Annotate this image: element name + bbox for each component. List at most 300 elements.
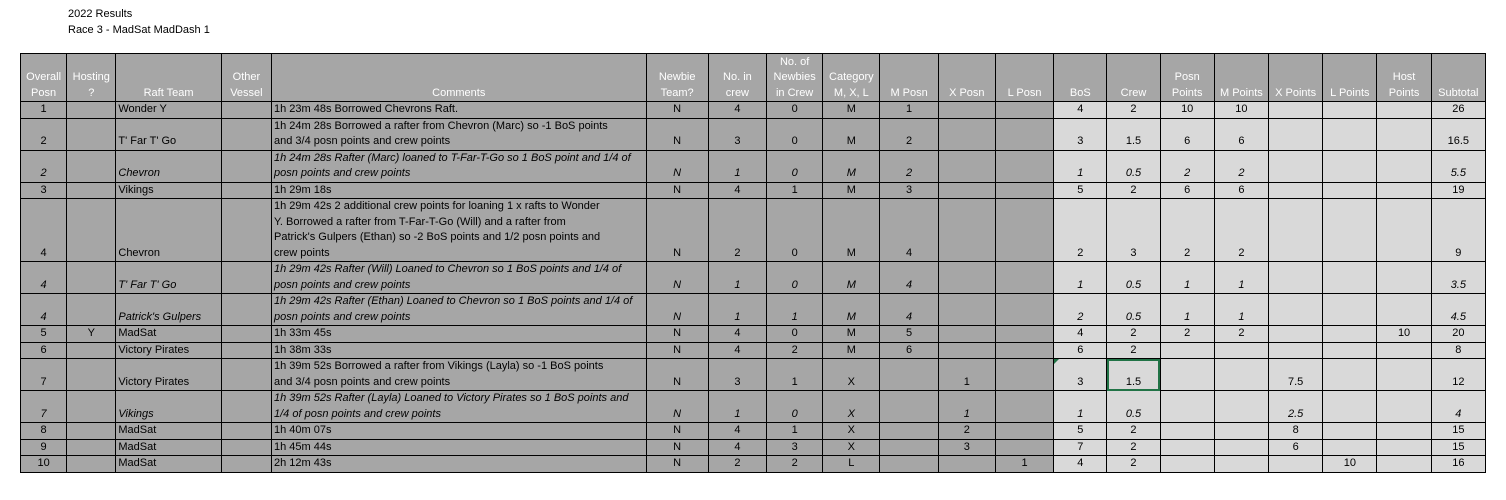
cell-m-posn[interactable]: 2 [880,118,938,150]
header-category[interactable]: Category M, X, L [823,54,880,102]
cell-l-posn[interactable] [995,182,1053,199]
cell-other-vessel[interactable] [221,391,271,423]
header-bos[interactable]: BoS [1054,54,1107,102]
cell-hosting[interactable] [67,342,116,359]
cell-newbies-in-crew[interactable]: 3 [767,439,823,456]
cell-m-posn[interactable]: 3 [880,182,938,199]
cell-other-vessel[interactable] [221,294,271,326]
cell-category[interactable]: M [823,342,880,359]
cell-crew[interactable]: 2 [1107,326,1160,343]
cell-host-points[interactable] [1377,342,1431,359]
cell-overall-posn[interactable]: 2 [21,150,67,182]
cell-newbies-in-crew[interactable]: 1 [767,294,823,326]
cell-x-points[interactable]: 2.5 [1269,391,1323,423]
cell-crew[interactable]: 2 [1107,182,1160,199]
cell-posn-points[interactable] [1160,456,1214,473]
cell-subtotal[interactable]: 15 [1431,439,1485,456]
cell-m-points[interactable]: 6 [1214,182,1268,199]
cell-crew-count[interactable]: 4 [708,182,766,199]
header-raft-team[interactable]: Raft Team [116,54,221,102]
cell-crew[interactable]: 0.5 [1107,391,1160,423]
cell-crew[interactable]: 2 [1107,456,1160,473]
cell-posn-points[interactable]: 6 [1160,118,1214,150]
cell-m-posn[interactable] [880,423,938,440]
cell-raft-team[interactable]: MadSat [116,423,221,440]
cell-m-posn[interactable]: 4 [880,262,938,294]
cell-l-points[interactable] [1323,182,1377,199]
header-newbie-team[interactable]: Newbie Team? [646,54,708,102]
cell-x-points[interactable] [1269,118,1323,150]
cell-m-posn[interactable]: 2 [880,150,938,182]
cell-posn-points[interactable] [1160,439,1214,456]
cell-hosting[interactable] [67,423,116,440]
cell-newbie-team[interactable]: N [646,391,708,423]
cell-comments[interactable] [272,456,647,473]
cell-hosting[interactable] [67,391,116,423]
cell-raft-team[interactable]: T' Far T' Go [116,118,221,150]
cell-hosting[interactable] [67,262,116,294]
header-l-posn[interactable]: L Posn [995,54,1053,102]
cell-host-points[interactable]: 10 [1377,326,1431,343]
cell-crew-count[interactable]: 4 [708,326,766,343]
cell-comments[interactable] [272,199,647,262]
cell-host-points[interactable] [1377,262,1431,294]
cell-l-posn[interactable]: 1 [995,456,1053,473]
cell-newbies-in-crew[interactable]: 1 [767,359,823,391]
cell-other-vessel[interactable] [221,359,271,391]
cell-other-vessel[interactable] [221,118,271,150]
cell-newbies-in-crew[interactable]: 2 [767,456,823,473]
cell-l-posn[interactable] [995,359,1053,391]
cell-crew-count[interactable]: 2 [708,199,766,262]
cell-newbie-team[interactable]: N [646,423,708,440]
cell-m-points[interactable]: 10 [1214,102,1268,119]
cell-raft-team[interactable]: Wonder Y [116,102,221,119]
cell-other-vessel[interactable] [221,439,271,456]
header-crew-count[interactable]: No. in crew [708,54,766,102]
cell-overall-posn[interactable]: 9 [21,439,67,456]
cell-m-points[interactable]: 1 [1214,294,1268,326]
cell-x-points[interactable] [1269,294,1323,326]
cell-other-vessel[interactable] [221,326,271,343]
cell-l-posn[interactable] [995,423,1053,440]
cell-newbies-in-crew[interactable]: 2 [767,342,823,359]
cell-newbies-in-crew[interactable]: 0 [767,118,823,150]
cell-l-points[interactable] [1323,391,1377,423]
cell-crew-count[interactable]: 3 [708,359,766,391]
cell-l-posn[interactable] [995,326,1053,343]
cell-raft-team[interactable]: Chevron [116,150,221,182]
cell-crew-count[interactable]: 1 [708,262,766,294]
cell-other-vessel[interactable] [221,150,271,182]
cell-newbie-team[interactable]: N [646,294,708,326]
header-m-points[interactable]: M Points [1214,54,1268,102]
cell-posn-points[interactable] [1160,391,1214,423]
cell-comments[interactable] [272,391,647,423]
cell-category[interactable]: M [823,199,880,262]
cell-subtotal[interactable]: 4 [1431,391,1485,423]
cell-raft-team[interactable]: Chevron [116,199,221,262]
cell-hosting[interactable] [67,118,116,150]
cell-m-points[interactable] [1214,439,1268,456]
cell-bos[interactable]: 1 [1054,150,1107,182]
cell-m-points[interactable] [1214,359,1268,391]
cell-bos[interactable]: 7 [1054,439,1107,456]
cell-category[interactable]: M [823,182,880,199]
cell-posn-points[interactable]: 10 [1160,102,1214,119]
cell-m-posn[interactable]: 6 [880,342,938,359]
cell-bos[interactable]: 4 [1054,326,1107,343]
cell-m-posn[interactable] [880,359,938,391]
cell-l-points[interactable] [1323,150,1377,182]
cell-l-posn[interactable] [995,342,1053,359]
cell-category[interactable]: M [823,294,880,326]
cell-l-posn[interactable] [995,262,1053,294]
cell-subtotal[interactable]: 3.5 [1431,262,1485,294]
cell-bos[interactable]: 5 [1054,423,1107,440]
header-l-points[interactable]: L Points [1323,54,1377,102]
cell-other-vessel[interactable] [221,182,271,199]
cell-x-points[interactable] [1269,150,1323,182]
cell-l-points[interactable] [1323,262,1377,294]
cell-overall-posn[interactable]: 8 [21,423,67,440]
cell-crew-count[interactable]: 4 [708,102,766,119]
cell-l-posn[interactable] [995,294,1053,326]
cell-x-points[interactable] [1269,456,1323,473]
cell-subtotal[interactable]: 15 [1431,423,1485,440]
cell-crew[interactable]: 2 [1107,102,1160,119]
cell-newbie-team[interactable]: N [646,182,708,199]
cell-hosting[interactable] [67,150,116,182]
cell-raft-team[interactable]: Patrick's Gulpers [116,294,221,326]
cell-overall-posn[interactable]: 10 [21,456,67,473]
cell-m-posn[interactable] [880,391,938,423]
cell-posn-points[interactable]: 2 [1160,326,1214,343]
cell-comments[interactable] [272,182,647,199]
cell-subtotal[interactable]: 26 [1431,102,1485,119]
cell-subtotal[interactable]: 9 [1431,199,1485,262]
cell-other-vessel[interactable] [221,102,271,119]
cell-newbie-team[interactable]: N [646,262,708,294]
cell-x-points[interactable] [1269,182,1323,199]
cell-category[interactable]: M [823,326,880,343]
cell-comments[interactable] [272,359,647,391]
cell-crew[interactable]: 2 [1107,439,1160,456]
cell-newbie-team[interactable]: N [646,342,708,359]
cell-crew-count[interactable]: 1 [708,391,766,423]
header-newbies-in-crew[interactable]: No. of Newbies in Crew [767,54,823,102]
cell-x-points[interactable] [1269,342,1323,359]
cell-posn-points[interactable] [1160,359,1214,391]
cell-bos[interactable]: 6 [1054,342,1107,359]
cell-host-points[interactable] [1377,423,1431,440]
cell-newbies-in-crew[interactable]: 0 [767,262,823,294]
cell-bos[interactable]: 2 [1054,199,1107,262]
cell-m-points[interactable] [1214,342,1268,359]
cell-host-points[interactable] [1377,102,1431,119]
cell-newbie-team[interactable]: N [646,118,708,150]
cell-m-points[interactable]: 2 [1214,326,1268,343]
cell-crew-count[interactable]: 4 [708,439,766,456]
cell-posn-points[interactable]: 2 [1160,199,1214,262]
cell-posn-points[interactable]: 1 [1160,262,1214,294]
cell-x-posn[interactable] [938,456,995,473]
cell-m-points[interactable]: 6 [1214,118,1268,150]
cell-overall-posn[interactable]: 7 [21,391,67,423]
cell-newbie-team[interactable]: N [646,456,708,473]
cell-bos[interactable]: 1 [1054,262,1107,294]
cell-crew[interactable]: 3 [1107,199,1160,262]
cell-x-points[interactable]: 6 [1269,439,1323,456]
header-posn-points[interactable]: Posn Points [1160,54,1214,102]
cell-l-posn[interactable] [995,391,1053,423]
cell-category[interactable]: M [823,118,880,150]
cell-m-points[interactable]: 2 [1214,199,1268,262]
cell-other-vessel[interactable] [221,199,271,262]
header-subtotal[interactable]: Subtotal [1431,54,1485,102]
cell-newbie-team[interactable]: N [646,359,708,391]
cell-overall-posn[interactable]: 6 [21,342,67,359]
header-x-posn[interactable]: X Posn [938,54,995,102]
cell-overall-posn[interactable]: 4 [21,262,67,294]
cell-l-points[interactable] [1323,199,1377,262]
header-overall-posn[interactable]: Overall Posn [21,54,67,102]
header-comments[interactable]: Comments [272,54,647,102]
cell-m-posn[interactable]: 1 [880,102,938,119]
cell-crew[interactable]: 2 [1107,342,1160,359]
cell-newbies-in-crew[interactable]: 1 [767,182,823,199]
cell-l-posn[interactable] [995,102,1053,119]
cell-crew-count[interactable]: 2 [708,456,766,473]
cell-category[interactable]: M [823,262,880,294]
cell-bos[interactable]: 3 [1054,359,1107,391]
cell-host-points[interactable] [1377,456,1431,473]
cell-l-posn[interactable] [995,439,1053,456]
cell-posn-points[interactable]: 1 [1160,294,1214,326]
cell-m-points[interactable]: 2 [1214,150,1268,182]
header-hosting[interactable]: Hosting ? [67,54,116,102]
cell-l-points[interactable] [1323,359,1377,391]
cell-x-posn[interactable]: 1 [938,359,995,391]
cell-newbies-in-crew[interactable]: 0 [767,150,823,182]
cell-newbies-in-crew[interactable]: 0 [767,199,823,262]
cell-subtotal[interactable]: 5.5 [1431,150,1485,182]
cell-newbies-in-crew[interactable]: 0 [767,326,823,343]
cell-x-posn[interactable] [938,199,995,262]
cell-m-posn[interactable] [880,456,938,473]
cell-raft-team[interactable]: Vikings [116,182,221,199]
cell-bos[interactable]: 3 [1054,118,1107,150]
cell-m-posn[interactable]: 4 [880,294,938,326]
cell-subtotal[interactable]: 8 [1431,342,1485,359]
cell-crew[interactable]: 1.5 [1107,359,1160,391]
cell-bos[interactable]: 4 [1054,102,1107,119]
cell-l-points[interactable] [1323,439,1377,456]
cell-category[interactable]: X [823,439,880,456]
cell-category[interactable]: M [823,102,880,119]
cell-comments[interactable] [272,423,647,440]
cell-crew[interactable]: 0.5 [1107,262,1160,294]
cell-newbies-in-crew[interactable]: 0 [767,102,823,119]
cell-x-posn[interactable] [938,342,995,359]
cell-category[interactable]: L [823,456,880,473]
cell-raft-team[interactable]: MadSat [116,439,221,456]
cell-comments[interactable] [272,150,647,182]
cell-hosting[interactable]: Y [67,326,116,343]
cell-subtotal[interactable]: 16 [1431,456,1485,473]
cell-m-posn[interactable]: 5 [880,326,938,343]
cell-x-points[interactable] [1269,262,1323,294]
cell-comments[interactable] [272,439,647,456]
cell-l-points[interactable] [1323,102,1377,119]
cell-overall-posn[interactable]: 3 [21,182,67,199]
cell-x-points[interactable]: 7.5 [1269,359,1323,391]
cell-l-points[interactable] [1323,342,1377,359]
cell-host-points[interactable] [1377,294,1431,326]
cell-host-points[interactable] [1377,391,1431,423]
cell-newbie-team[interactable]: N [646,199,708,262]
cell-category[interactable]: X [823,423,880,440]
cell-bos[interactable]: 4 [1054,456,1107,473]
cell-l-posn[interactable] [995,150,1053,182]
cell-crew[interactable]: 0.5 [1107,294,1160,326]
cell-hosting[interactable] [67,439,116,456]
cell-category[interactable]: X [823,391,880,423]
cell-x-points[interactable] [1269,199,1323,262]
cell-other-vessel[interactable] [221,342,271,359]
cell-l-posn[interactable] [995,118,1053,150]
cell-l-points[interactable] [1323,294,1377,326]
cell-x-posn[interactable] [938,262,995,294]
cell-comments[interactable] [272,294,647,326]
cell-category[interactable]: M [823,150,880,182]
cell-subtotal[interactable]: 16.5 [1431,118,1485,150]
cell-newbie-team[interactable]: N [646,326,708,343]
cell-bos[interactable]: 2 [1054,294,1107,326]
cell-x-points[interactable]: 8 [1269,423,1323,440]
cell-hosting[interactable] [67,102,116,119]
header-other-vessel[interactable]: Other Vessel [221,54,271,102]
cell-x-points[interactable] [1269,102,1323,119]
cell-subtotal[interactable]: 4.5 [1431,294,1485,326]
cell-host-points[interactable] [1377,359,1431,391]
cell-subtotal[interactable]: 19 [1431,182,1485,199]
cell-comments[interactable] [272,102,647,119]
cell-m-points[interactable] [1214,423,1268,440]
cell-raft-team[interactable]: MadSat [116,456,221,473]
cell-x-posn[interactable] [938,118,995,150]
cell-l-points[interactable] [1323,118,1377,150]
cell-raft-team[interactable]: Victory Pirates [116,342,221,359]
cell-crew-count[interactable]: 3 [708,118,766,150]
cell-posn-points[interactable]: 2 [1160,150,1214,182]
cell-m-posn[interactable] [880,439,938,456]
cell-comments[interactable] [272,118,647,150]
cell-crew-count[interactable]: 4 [708,342,766,359]
cell-x-posn[interactable] [938,102,995,119]
cell-newbie-team[interactable]: N [646,439,708,456]
cell-newbies-in-crew[interactable]: 1 [767,423,823,440]
cell-x-posn[interactable] [938,294,995,326]
cell-overall-posn[interactable]: 7 [21,359,67,391]
cell-other-vessel[interactable] [221,262,271,294]
cell-posn-points[interactable] [1160,342,1214,359]
cell-m-points[interactable]: 1 [1214,262,1268,294]
cell-comments[interactable] [272,262,647,294]
cell-m-posn[interactable]: 4 [880,199,938,262]
cell-host-points[interactable] [1377,182,1431,199]
cell-bos[interactable]: 5 [1054,182,1107,199]
header-crew[interactable]: Crew [1107,54,1160,102]
cell-x-points[interactable] [1269,326,1323,343]
header-x-points[interactable]: X Points [1269,54,1323,102]
cell-raft-team[interactable]: MadSat [116,326,221,343]
cell-comments[interactable] [272,326,647,343]
cell-hosting[interactable] [67,199,116,262]
cell-raft-team[interactable]: T' Far T' Go [116,262,221,294]
cell-x-posn[interactable] [938,182,995,199]
cell-l-posn[interactable] [995,199,1053,262]
cell-host-points[interactable] [1377,150,1431,182]
cell-subtotal[interactable]: 20 [1431,326,1485,343]
cell-crew[interactable]: 2 [1107,423,1160,440]
cell-hosting[interactable] [67,359,116,391]
cell-crew[interactable]: 1.5 [1107,118,1160,150]
cell-crew-count[interactable]: 1 [708,150,766,182]
cell-x-posn[interactable]: 1 [938,391,995,423]
cell-x-posn[interactable] [938,150,995,182]
cell-hosting[interactable] [67,294,116,326]
cell-other-vessel[interactable] [221,456,271,473]
cell-overall-posn[interactable]: 5 [21,326,67,343]
cell-overall-posn[interactable]: 4 [21,294,67,326]
cell-overall-posn[interactable]: 4 [21,199,67,262]
header-host-points[interactable]: Host Points [1377,54,1431,102]
cell-l-points[interactable]: 10 [1323,456,1377,473]
header-m-posn[interactable]: M Posn [880,54,938,102]
cell-raft-team[interactable]: Victory Pirates [116,359,221,391]
cell-x-posn[interactable]: 2 [938,423,995,440]
cell-l-points[interactable] [1323,423,1377,440]
cell-newbies-in-crew[interactable]: 0 [767,391,823,423]
cell-l-points[interactable] [1323,326,1377,343]
cell-comments[interactable] [272,342,647,359]
cell-posn-points[interactable]: 6 [1160,182,1214,199]
cell-host-points[interactable] [1377,439,1431,456]
cell-newbie-team[interactable]: N [646,150,708,182]
cell-other-vessel[interactable] [221,423,271,440]
cell-crew[interactable]: 0.5 [1107,150,1160,182]
cell-subtotal[interactable]: 12 [1431,359,1485,391]
cell-x-posn[interactable] [938,326,995,343]
cell-crew-count[interactable]: 1 [708,294,766,326]
cell-hosting[interactable] [67,456,116,473]
cell-hosting[interactable] [67,182,116,199]
cell-overall-posn[interactable]: 2 [21,118,67,150]
cell-category[interactable]: X [823,359,880,391]
cell-x-posn[interactable]: 3 [938,439,995,456]
cell-bos[interactable]: 1 [1054,391,1107,423]
cell-m-points[interactable] [1214,391,1268,423]
cell-raft-team[interactable]: Vikings [116,391,221,423]
cell-posn-points[interactable] [1160,423,1214,440]
cell-overall-posn[interactable]: 1 [21,102,67,119]
cell-newbie-team[interactable]: N [646,102,708,119]
cell-crew-count[interactable]: 4 [708,423,766,440]
cell-host-points[interactable] [1377,118,1431,150]
cell-m-points[interactable] [1214,456,1268,473]
cell-host-points[interactable] [1377,199,1431,262]
